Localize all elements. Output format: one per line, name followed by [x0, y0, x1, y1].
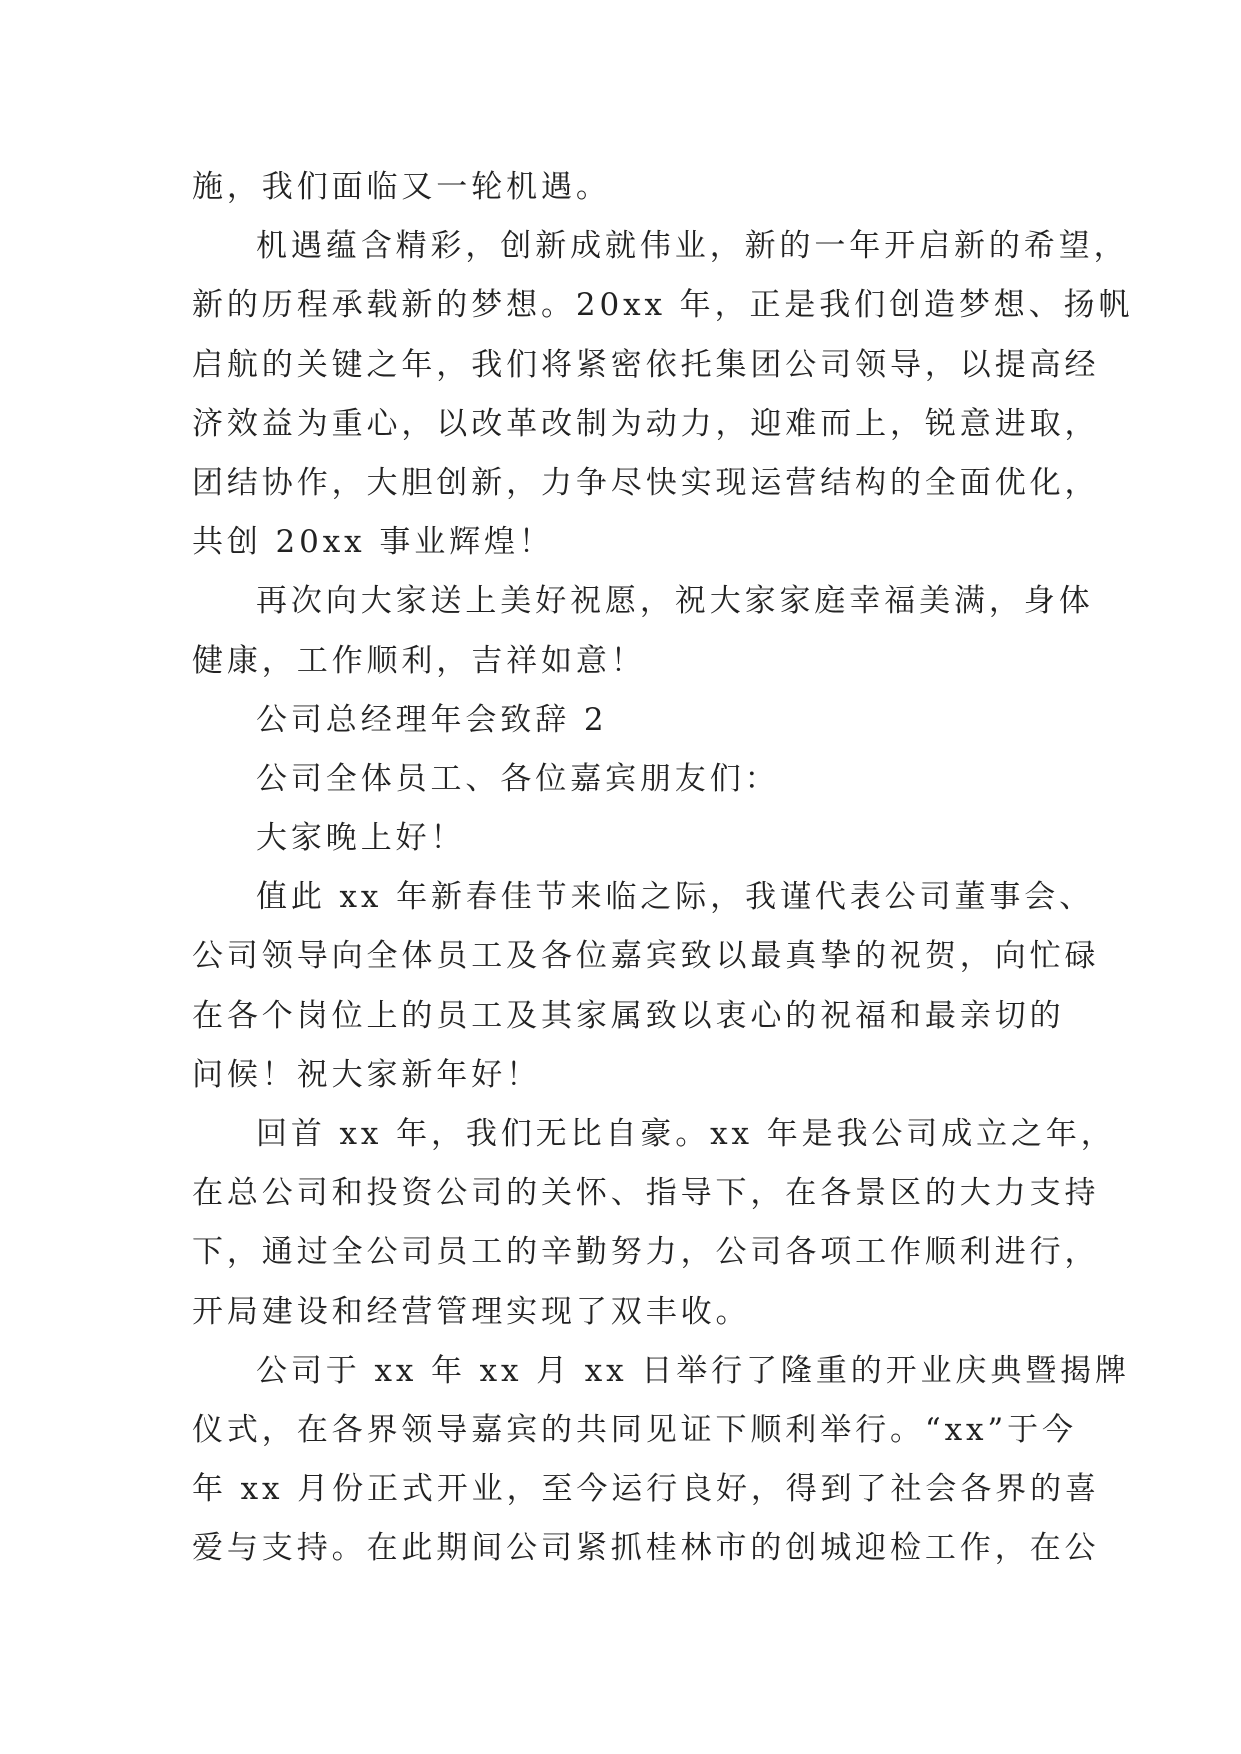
document-body: [192, 158, 1134, 1579]
text-line: 公司于 xx 年 xx 月 xx 日举行了隆重的开业庆典暨揭牌: [256, 1352, 1130, 1389]
text-line: 大家晚上好！: [256, 820, 466, 857]
text-line: 回首 xx 年，我们无比自豪。xx 年是我公司成立之年，: [256, 1116, 1116, 1152]
text-line: 济效益为重心，以改革改制为动力，迎难而上，锐意进取，: [192, 405, 1100, 442]
text-line: 健康，工作顺利，吉祥如意！: [192, 642, 646, 679]
text-line: 问候！祝大家新年好！: [192, 1056, 541, 1093]
text-line: 下，通过全公司员工的辛勤努力，公司各项工作顺利进行，: [192, 1234, 1100, 1271]
text-line: 再次向大家送上美好祝愿，祝大家家庭幸福美满，身体: [256, 583, 1094, 620]
text-line: 在各个岗位上的员工及其家属致以衷心的祝福和最亲切的: [192, 997, 1065, 1034]
text-line: 团结协作，大胆创新，力争尽快实现运营结构的全面优化，: [192, 464, 1100, 501]
text-line: 启航的关键之年，我们将紧密依托集团公司领导，以提高经: [192, 346, 1100, 383]
text-line: 共创 20xx 事业辉煌！: [192, 524, 554, 561]
text-line: 在总公司和投资公司的关怀、指导下，在各景区的大力支持: [192, 1175, 1100, 1212]
text-line: 开局建设和经营管理实现了双丰收。: [192, 1293, 751, 1330]
text-line: 爱与支持。在此期间公司紧抓桂林市的创城迎检工作，在公: [192, 1530, 1100, 1567]
text-line: 机遇蕴含精彩，创新成就伟业，新的一年开启新的希望，: [256, 228, 1129, 265]
text-line: 仪式，在各界领导嘉宾的共同见证下顺利举行。“xx”于今: [192, 1411, 1077, 1448]
text-line: 公司总经理年会致辞 2: [256, 701, 608, 738]
text-line: 新的历程承载新的梦想。20xx 年，正是我们创造梦想、扬帆: [192, 287, 1134, 324]
text-line: 年 xx 月份正式开业，至今运行良好，得到了社会各界的喜: [192, 1471, 1100, 1508]
text-line: 施，我们面临又一轮机遇。: [192, 169, 611, 205]
text-line: 值此 xx 年新春佳节来临之际，我谨代表公司董事会、: [256, 879, 1095, 916]
text-line: 公司全体员工、各位嘉宾朋友们：: [256, 760, 780, 797]
text-line: 公司领导向全体员工及各位嘉宾致以最真挚的祝贺，向忙碌: [192, 938, 1100, 975]
